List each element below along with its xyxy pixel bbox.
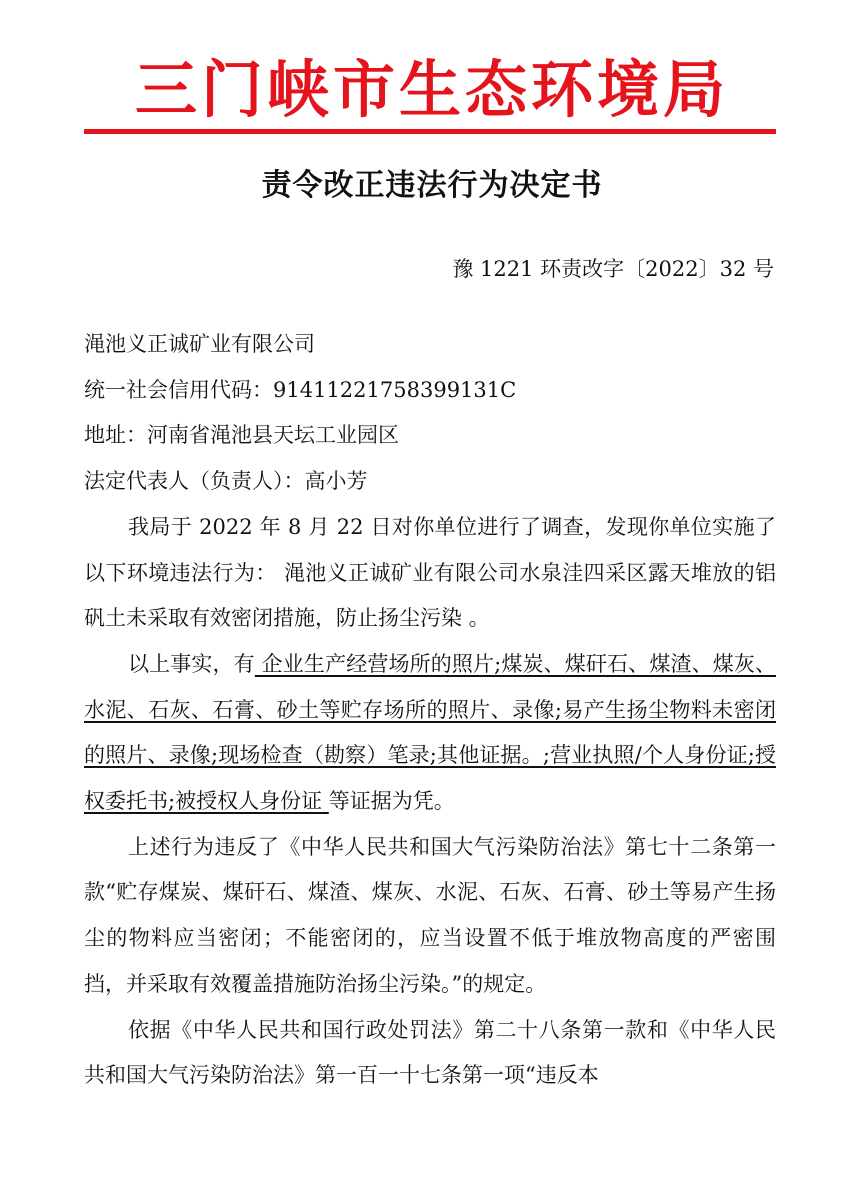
violation-paragraph: 上述行为违反了《中华人民共和国大气污染防治法》第七十二条第一款“贮存煤炭、煤矸石、煤渣、煤灰、水泥、石灰、石膏、砂土等易产生扬尘的物料应当密闭；不能密闭的，应当设置不低于堆放物高度的严密围挡，并采取有效覆盖措施防治扬尘污染。”的规定。	[84, 834, 776, 996]
party-name: 渑池义正诚矿业有限公司	[84, 332, 315, 356]
legal-rep-label: 法定代表人（负责人）：	[84, 469, 305, 494]
investigation-paragraph: 我局于 2022 年 8 月 22 日对你单位进行了调查，发现你单位实施了以下环境违法行为： 渑池义正诚矿业有限公司水泉洼四采区露天堆放的铝矾土未采取有效密闭措施，防止扬尘污染 。	[84, 514, 776, 631]
legal-rep-value: 高小芳	[304, 469, 368, 494]
evidence-list: 企业生产经营场所的照片;煤炭、煤矸石、煤渣、煤灰、水泥、石灰、石膏、砂土等贮存场所的照片、录像;易产生扬尘物料未密闭的照片、录像;现场检查（勘察）笔录;其他证据。;营业执照/个人身份证;授权委托书;被授权人身份证	[84, 651, 777, 814]
address-line	[84, 413, 776, 459]
red-header-rule	[84, 129, 776, 134]
legal-rep-line	[84, 459, 776, 505]
address-label: 地址：	[84, 423, 147, 448]
evidence-prefix: 以上事实，有	[128, 651, 255, 676]
legal-basis-paragraph: 依据《中华人民共和国行政处罚法》第二十八条第一款和《中华人民共和国大气污染防治法》第一百一十七条第一项“违反本	[84, 1017, 776, 1088]
credit-code-label: 统一社会信用代码：	[84, 377, 273, 402]
document-title: 责令改正违法行为决定书	[261, 168, 603, 203]
address-value: 河南省渑池县天坛工业园区	[147, 423, 399, 448]
evidence-paragraph	[84, 642, 776, 825]
credit-code-value: 91411221758399131C	[273, 377, 517, 402]
document-body	[84, 322, 776, 1099]
agency-name: 三门峡市生态环境局	[134, 53, 729, 126]
evidence-suffix: 等证据为凭。	[328, 789, 455, 814]
credit-code-line	[84, 368, 776, 414]
document-number: 豫 1221 环责改字〔2022〕32 号	[452, 257, 774, 281]
